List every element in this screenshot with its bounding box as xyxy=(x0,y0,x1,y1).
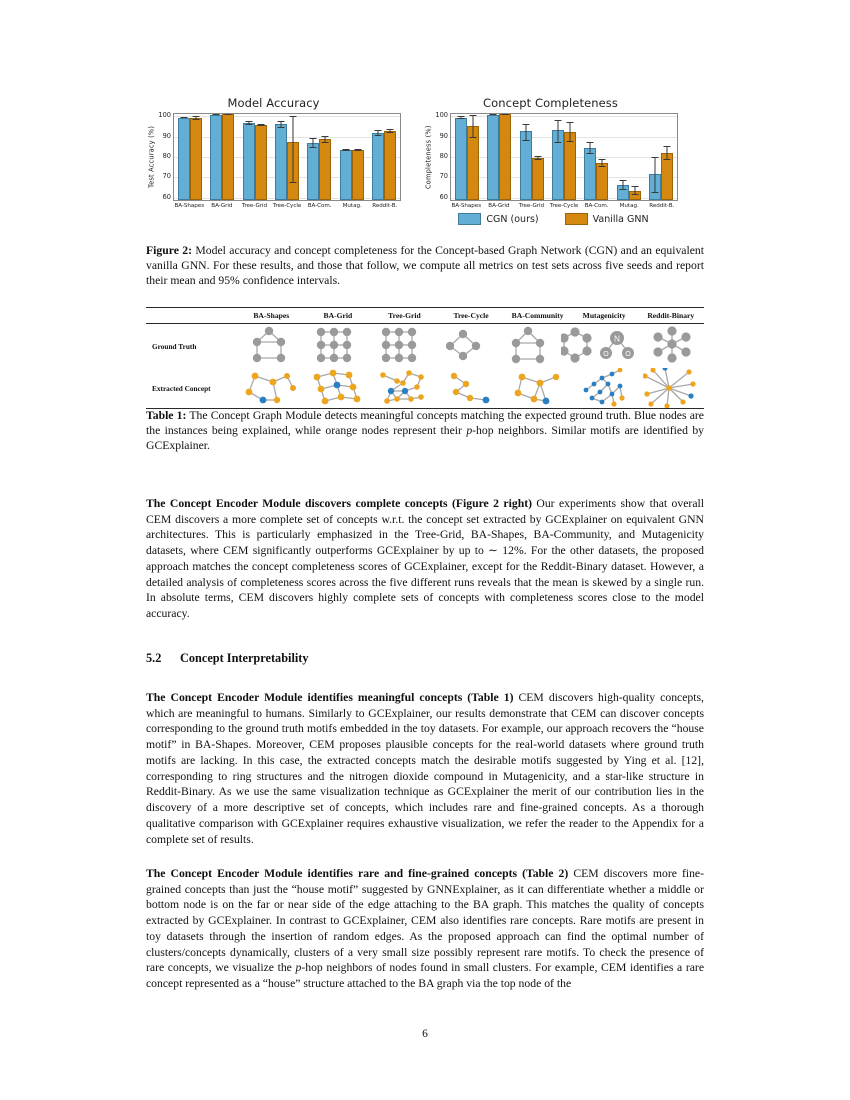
bar xyxy=(372,133,384,200)
error-bar xyxy=(622,180,623,191)
error-bar xyxy=(196,116,197,121)
table-1-column-header: BA-Shapes xyxy=(253,311,290,321)
error-bar-cap xyxy=(631,186,638,187)
error-bar-cap xyxy=(554,120,561,121)
plot-area-completeness xyxy=(450,113,678,201)
error-bar xyxy=(493,114,494,115)
table-1-header-row xyxy=(146,308,704,323)
error-bar xyxy=(557,120,558,143)
table-1-column-header: Reddit-Binary xyxy=(647,311,695,321)
legend-label-cgn: CGN (ours) xyxy=(486,213,539,225)
table-1-graph-cell xyxy=(504,368,571,408)
y-tick-label: 90 xyxy=(162,131,171,140)
error-bar-cap xyxy=(245,121,252,122)
bar-slot xyxy=(520,112,532,200)
table-1-graph-cell xyxy=(637,368,704,408)
error-bar-cap xyxy=(245,124,252,125)
bar-slot xyxy=(190,112,202,200)
error-bar xyxy=(666,146,667,160)
error-bar-cap xyxy=(663,159,670,160)
bar-slot xyxy=(596,112,608,200)
x-tick-label: Reddit-B. xyxy=(649,203,675,209)
bar xyxy=(243,123,255,200)
error-bar xyxy=(461,116,462,118)
table-1-graph-cell xyxy=(303,324,368,368)
legend-item-vanilla-gnn xyxy=(565,213,649,225)
bar-slot xyxy=(319,112,331,200)
x-tick-label: BA-Com. xyxy=(584,203,609,209)
bar xyxy=(596,163,608,200)
y-axis-label-completeness: Completeness (%) xyxy=(424,125,433,189)
error-bar-cap xyxy=(342,150,349,151)
error-bar-cap xyxy=(386,132,393,133)
error-bar xyxy=(473,115,474,137)
paragraph-meaningful-concepts xyxy=(146,690,704,847)
figure-2 xyxy=(146,96,711,228)
bar-group xyxy=(174,114,206,200)
error-bar xyxy=(505,114,506,115)
table-1-graph-cell xyxy=(639,324,704,368)
bar xyxy=(661,153,673,200)
figure-2-caption-text: Model accuracy and concept completeness for the Concept-based Graph Network (CGN) and an equivalent vanilla GNN. For these results, and those that follow, we compute all metrics on test sets across five seeds and report their mean and 95% confidence intervals. xyxy=(146,244,704,288)
error-bar xyxy=(377,130,378,136)
error-bar-cap xyxy=(458,118,465,119)
x-tick-label: Tree-Cycle xyxy=(549,203,579,209)
table-1-graph-cell xyxy=(367,324,432,368)
error-bar-cap xyxy=(193,119,200,120)
y-tick-label: 70 xyxy=(439,172,448,181)
error-bar-cap xyxy=(277,127,284,128)
table-1-caption-text-a: The Concept Graph Module detects meaningful concepts matching the expected ground truth. Blue nodes are the instances being explained, while orange nodes represent their xyxy=(146,409,704,438)
error-bar xyxy=(248,121,249,125)
table-1-graph-cell xyxy=(238,368,305,408)
bar xyxy=(255,125,267,200)
bar-slot xyxy=(352,112,364,200)
x-tick-label: BA-Grid xyxy=(488,203,510,209)
legend-swatch-vanilla-gnn xyxy=(565,213,588,225)
paragraph-rare-concepts xyxy=(146,866,704,992)
page-number: 6 xyxy=(422,1028,428,1040)
bar xyxy=(340,150,352,200)
error-bar-cap xyxy=(310,147,317,148)
legend-swatch-cgn xyxy=(458,213,481,225)
table-1-graph-cell xyxy=(497,324,562,368)
bar-slot xyxy=(178,112,190,200)
error-bar xyxy=(602,159,603,167)
error-bar-cap xyxy=(651,157,658,158)
bar-slot xyxy=(287,112,299,200)
error-bar-cap xyxy=(534,156,541,157)
error-bar-cap xyxy=(587,153,594,154)
bar-slot xyxy=(455,112,467,200)
paragraph-2-lead-in: The Concept Encoder Module identifies meaningful concepts (Table 1) xyxy=(146,691,514,704)
error-bar-cap xyxy=(599,159,606,160)
bar xyxy=(210,115,222,200)
x-axis-ticks-accuracy xyxy=(173,203,401,209)
error-bar-cap xyxy=(566,141,573,142)
bar xyxy=(352,150,364,200)
x-axis-ticks-completeness xyxy=(450,203,678,209)
error-bar-cap xyxy=(354,150,361,151)
error-bar-cap xyxy=(386,129,393,130)
error-bar xyxy=(537,156,538,160)
error-bar-cap xyxy=(490,114,497,115)
error-bar-cap xyxy=(619,180,626,181)
bar-group xyxy=(206,114,238,200)
x-tick-label: BA-Grid xyxy=(211,203,233,209)
paragraph-3-text-2: -hop neighbors of nodes found in small clusters. For example, CEM identifies a rare concept represented as a “house” structure attached to the BA graph via the top node of the xyxy=(146,961,705,991)
paragraph-3-lead-in: The Concept Encoder Module identifies rare and fine-grained concepts (Table 2) xyxy=(146,867,569,880)
bar-group xyxy=(303,114,335,200)
error-bar xyxy=(389,129,390,133)
bar-group xyxy=(368,114,400,200)
bar-group xyxy=(516,114,548,200)
x-tick-label: Tree-Grid xyxy=(518,203,545,209)
error-bar-cap xyxy=(181,117,188,118)
table-1-caption-block xyxy=(146,408,704,454)
x-tick-label: Mutag. xyxy=(342,203,362,209)
bar-group xyxy=(548,114,580,200)
chart-title-concept-completeness: Concept Completeness xyxy=(483,96,618,110)
error-bar-cap xyxy=(599,166,606,167)
bar-group xyxy=(271,114,303,200)
error-bar-cap xyxy=(522,140,529,141)
bar xyxy=(487,115,499,200)
bar-slot xyxy=(629,112,641,200)
error-bar-cap xyxy=(289,116,296,117)
bar-slot xyxy=(210,112,222,200)
bar-slot xyxy=(243,112,255,200)
error-bar xyxy=(654,157,655,193)
bar xyxy=(499,114,511,200)
error-bar-cap xyxy=(470,115,477,116)
error-bar-cap xyxy=(322,142,329,143)
error-bar-cap xyxy=(502,114,509,115)
bar xyxy=(307,143,319,200)
bar-slot xyxy=(372,112,384,200)
paragraph-3-italic: p xyxy=(295,961,302,975)
error-bar-cap xyxy=(374,135,381,136)
bar-group xyxy=(335,114,367,200)
error-bar xyxy=(590,142,591,153)
bar xyxy=(222,114,234,200)
error-bar-cap xyxy=(470,137,477,138)
legend-label-vanilla-gnn: Vanilla GNN xyxy=(592,213,649,225)
legend-item-cgn xyxy=(458,213,538,225)
bar-group xyxy=(451,114,483,200)
figure-2-caption xyxy=(146,243,704,289)
chart-title-model-accuracy: Model Accuracy xyxy=(227,96,320,110)
bar-slot xyxy=(564,112,576,200)
paragraph-1-text: Our experiments show that overall CEM discovers a more complete set of concepts w.r.t. the concept set extracted by GCExplainer on equivalent GNN architectures. This is particularly emphasized in the Tree-Grid, BA-Shapes, BA-Community, and Mutagenicity datasets, where CEM significantly outperforms GCExplainer by up to ∼ 12%. For the other datasets, the proposed approach matches the concept completeness scores of GCExplainer, except for the Reddit-Binary dataset. However, a detailed analysis of completeness scores across the five different runs reveals that the mean is skewed by a single run. In absolute terms, CEM discovers highly complete sets of concepts with completeness scores close to the model accuracy. xyxy=(146,497,705,621)
bar-groups xyxy=(451,114,677,200)
bar xyxy=(178,118,190,200)
error-bar xyxy=(260,124,261,126)
table-1-graph-cell xyxy=(371,368,438,408)
error-bar xyxy=(357,149,358,150)
error-bar xyxy=(216,114,217,115)
error-bar xyxy=(525,124,526,141)
chart-model-accuracy xyxy=(146,96,401,209)
x-tick-label: BA-Shapes xyxy=(174,203,205,209)
error-bar-cap xyxy=(374,130,381,131)
bar-group xyxy=(239,114,271,200)
table-1-row-label: Extracted Concept xyxy=(152,383,211,393)
error-bar-cap xyxy=(213,114,220,115)
table-1-graph-cell xyxy=(571,368,638,408)
svg-text:O: O xyxy=(625,351,632,359)
x-tick-label: BA-Shapes xyxy=(451,203,482,209)
error-bar-cap xyxy=(193,116,200,117)
table-1-caption-italic: p xyxy=(466,424,473,438)
section-title: Concept Interpretability xyxy=(180,651,309,665)
y-tick-label: 80 xyxy=(439,151,448,160)
error-bar-cap xyxy=(322,136,329,137)
error-bar xyxy=(313,138,314,148)
table-1-row xyxy=(146,368,704,408)
bar xyxy=(275,124,287,200)
bar-slot xyxy=(661,112,673,200)
table-1-graph-cell xyxy=(238,324,303,368)
y-tick-label: 70 xyxy=(162,172,171,181)
table-1-graph-cell xyxy=(438,368,505,408)
bar xyxy=(520,131,532,200)
table-1-row xyxy=(146,324,704,368)
bar xyxy=(190,118,202,200)
chart-concept-completeness xyxy=(423,96,678,209)
table-1-corner-cell xyxy=(146,311,238,320)
bar-slot xyxy=(532,112,544,200)
bar-slot xyxy=(307,112,319,200)
y-tick-label: 80 xyxy=(162,151,171,160)
bar-slot xyxy=(255,112,267,200)
error-bar xyxy=(280,121,281,128)
bar-group xyxy=(612,114,644,200)
error-bar-cap xyxy=(534,159,541,160)
svg-text:N: N xyxy=(614,334,621,344)
bar-slot xyxy=(340,112,352,200)
x-tick-label: Mutag. xyxy=(619,203,639,209)
error-bar-cap xyxy=(289,182,296,183)
table-1-row-label: Ground Truth xyxy=(152,341,197,351)
y-tick-label: 60 xyxy=(439,192,448,201)
bar-slot xyxy=(222,112,234,200)
y-tick-label: 90 xyxy=(439,131,448,140)
paragraph-complete-concepts xyxy=(146,496,704,622)
figure-2-caption-block xyxy=(146,243,704,289)
paragraph-3-text: CEM discovers more fine-grained concepts than just the “house motif” suggested by GNNExplainer, as it can differentiate whether a middle or bottom node is on the far or near side of the edge attaching to the BA graph. This matches the quality of concepts extracted by GCExplainer. In contrast to GCExplainer, CEM also identifies rare concepts. Rare motifs are present in toy datasets through the insertion of random edges. As the proposed approach can find the optimal number of clusters/concepts dynamically, clusters of a very small size possibly represent rare motifs. To check the presence of rare concepts, we visualize the xyxy=(146,867,705,975)
y-tick-label: 100 xyxy=(435,111,448,120)
bar xyxy=(564,132,576,200)
section-heading-5-2 xyxy=(146,651,704,666)
y-axis-label-accuracy: Test Accuracy (%) xyxy=(147,125,156,189)
figure-2-caption-prefix: Figure 2: xyxy=(146,244,193,257)
error-bar xyxy=(569,122,570,142)
y-axis-ticks-completeness xyxy=(434,113,450,201)
table-1-body xyxy=(146,324,704,408)
paragraph-1-lead-in: The Concept Encoder Module discovers complete concepts (Figure 2 right) xyxy=(146,497,532,510)
error-bar xyxy=(634,186,635,195)
error-bar-cap xyxy=(631,194,638,195)
bar xyxy=(319,139,331,200)
bar-slot xyxy=(552,112,564,200)
error-bar xyxy=(228,114,229,115)
bar-slot xyxy=(584,112,596,200)
error-bar xyxy=(325,136,326,143)
table-1-graph-cell xyxy=(432,324,497,368)
x-tick-label: Tree-Grid xyxy=(241,203,268,209)
error-bar-cap xyxy=(310,138,317,139)
bar-slot xyxy=(499,112,511,200)
bar-slot xyxy=(487,112,499,200)
table-1 xyxy=(146,307,704,409)
bar xyxy=(584,148,596,200)
x-tick-label: BA-Com. xyxy=(307,203,332,209)
bar xyxy=(532,158,544,200)
x-tick-label: Reddit-B. xyxy=(372,203,398,209)
bar xyxy=(455,118,467,200)
bar xyxy=(384,131,396,200)
bar-group xyxy=(483,114,515,200)
table-1-column-header: Tree-Cycle xyxy=(453,311,489,321)
table-1-graph-cell xyxy=(561,324,639,368)
table-1-graph-cell xyxy=(305,368,372,408)
bar-groups xyxy=(174,114,400,200)
bar-slot xyxy=(275,112,287,200)
error-bar-cap xyxy=(663,146,670,147)
bar-slot xyxy=(467,112,479,200)
error-bar xyxy=(184,117,185,119)
error-bar xyxy=(292,116,293,183)
bar-slot xyxy=(617,112,629,200)
error-bar-cap xyxy=(257,125,264,126)
x-tick-label: Tree-Cycle xyxy=(272,203,302,209)
error-bar-cap xyxy=(277,121,284,122)
table-1-column-header: Tree-Grid xyxy=(388,311,421,321)
section-number: 5.2 xyxy=(146,651,162,665)
error-bar-cap xyxy=(225,114,232,115)
error-bar-cap xyxy=(587,142,594,143)
error-bar-cap xyxy=(554,142,561,143)
error-bar-cap xyxy=(566,122,573,123)
paragraph-2-text: CEM discovers high-quality concepts, which are meaningful to humans. Similarly to GCExplainer, our results demonstrate that CEM can discover concepts corresponding to the ground truth motifs embedded in the toy datasets. For example, our approach recovers the “house motif” in BA-Shapes. Moreover, CEM proposes plausible concepts for the real-world datasets where ground truth motifs are lacking. In this case, the extracted concepts match the desirable motifs suggested by Ying et al. [12], corresponding to ring structures and the nitrogen dioxide compound in Mutagenicity, and a star-like structure in Reddit-Binary. As we use the same visualization technique as GCExplainer the merit of our contribution lies in the discovery of a more descriptive set of concepts, which includes rare and fine-grained concepts. As a thorough qualitative comparison with GCExplainer requires exhaustive visualization, we refer the reader to the Appendix for a complete set of results. xyxy=(146,691,704,846)
figure-2-charts xyxy=(146,96,711,209)
error-bar-cap xyxy=(651,192,658,193)
bar-group xyxy=(645,114,677,200)
bar-group xyxy=(580,114,612,200)
table-1-caption xyxy=(146,408,704,454)
table-1-caption-text-b: -hop neighbors. Similar motifs are identified by GCExplainer. xyxy=(146,424,705,453)
error-bar-cap xyxy=(522,124,529,125)
bar-slot xyxy=(384,112,396,200)
y-axis-ticks-accuracy xyxy=(157,113,173,201)
y-tick-label: 100 xyxy=(158,111,171,120)
y-tick-label: 60 xyxy=(162,192,171,201)
error-bar-cap xyxy=(619,189,626,190)
table-1-column-header: BA-Grid xyxy=(323,311,353,321)
table-1-caption-prefix: Table 1: xyxy=(146,409,187,422)
svg-text:O: O xyxy=(603,351,610,359)
bar-slot xyxy=(649,112,661,200)
error-bar xyxy=(345,149,346,151)
table-1-column-header: BA-Community xyxy=(511,311,564,321)
chart-legend xyxy=(396,213,711,225)
table-1-column-header: Mutagenicity xyxy=(582,311,626,321)
plot-area-accuracy xyxy=(173,113,401,201)
